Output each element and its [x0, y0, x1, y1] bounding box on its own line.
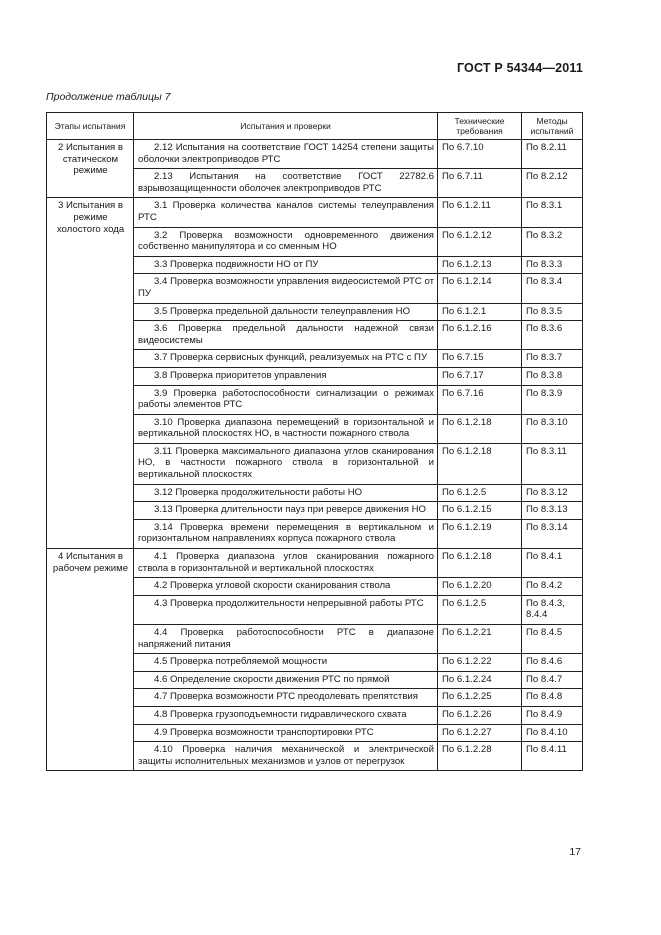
stage-cell: 3 Испытания в режиме холостого хода [47, 198, 134, 549]
method-cell: По 8.4.1 [522, 549, 583, 578]
table-row [47, 549, 583, 578]
table-caption: Продолжение таблицы 7 [46, 91, 171, 103]
method-cell: По 8.3.9 [522, 385, 583, 414]
test-table [46, 112, 583, 771]
column-header-stage: Этапы испытания [47, 113, 134, 140]
method-cell: По 8.3.3 [522, 256, 583, 274]
requirement-cell: По 6.7.11 [438, 169, 522, 198]
requirement-cell: По 6.1.2.18 [438, 414, 522, 443]
method-cell: По 8.2.11 [522, 140, 583, 169]
requirement-cell: По 6.7.16 [438, 385, 522, 414]
test-cell: 4.7 Проверка возможности РТС преодолевать препятствия [134, 689, 438, 707]
requirement-cell: По 6.1.2.27 [438, 724, 522, 742]
requirement-cell: По 6.1.2.5 [438, 484, 522, 502]
stage-cell: 2 Испытания в статическом режиме [47, 140, 134, 198]
test-cell: 4.1 Проверка диапазона углов сканирования пожарного ствола в горизонтальной и вертикальной плоскостях [134, 549, 438, 578]
method-cell: По 8.2.12 [522, 169, 583, 198]
method-cell: По 8.3.1 [522, 198, 583, 227]
method-cell: По 8.3.5 [522, 303, 583, 321]
table-row [47, 140, 583, 169]
method-cell: По 8.3.11 [522, 443, 583, 484]
test-cell: 3.13 Проверка длительности пауз при реверсе движения НО [134, 502, 438, 520]
page-number: 17 [569, 846, 581, 858]
requirement-cell: По 6.1.2.24 [438, 671, 522, 689]
method-cell: По 8.3.6 [522, 321, 583, 350]
method-cell: По 8.4.10 [522, 724, 583, 742]
requirement-cell: По 6.1.2.20 [438, 578, 522, 596]
method-cell: По 8.4.2 [522, 578, 583, 596]
method-cell: По 8.3.2 [522, 227, 583, 256]
test-cell: 3.2 Проверка возможности одновременного движения собственно манипулятора и со сменным НО [134, 227, 438, 256]
test-cell: 3.12 Проверка продолжительности работы НО [134, 484, 438, 502]
table-body [47, 140, 583, 771]
table-row [47, 198, 583, 227]
requirement-cell: По 6.1.2.1 [438, 303, 522, 321]
method-cell: По 8.3.12 [522, 484, 583, 502]
table-header-row [47, 113, 583, 140]
test-cell: 3.7 Проверка сервисных функций, реализуемых на РТС с ПУ [134, 350, 438, 368]
requirement-cell: По 6.1.2.21 [438, 625, 522, 654]
method-cell: По 8.3.13 [522, 502, 583, 520]
requirement-cell: По 6.1.2.15 [438, 502, 522, 520]
requirement-cell: По 6.1.2.14 [438, 274, 522, 303]
document-code: ГОСТ Р 54344—2011 [456, 61, 583, 75]
requirement-cell: По 6.1.2.28 [438, 742, 522, 771]
method-cell: По 8.3.7 [522, 350, 583, 368]
test-cell: 4.3 Проверка продолжительности непрерывной работы РТС [134, 595, 438, 624]
test-cell: 4.6 Определение скорости движения РТС по прямой [134, 671, 438, 689]
test-cell: 3.6 Проверка предельной дальности надежной связи видеосистемы [134, 321, 438, 350]
test-cell: 3.1 Проверка количества каналов системы телеуправления РТС [134, 198, 438, 227]
test-cell: 4.9 Проверка возможности транспортировки РТС [134, 724, 438, 742]
method-cell: По 8.4.3, 8.4.4 [522, 595, 583, 624]
test-cell: 3.5 Проверка предельной дальности телеуправления НО [134, 303, 438, 321]
column-header-requirements: Технические требования [438, 113, 522, 140]
method-cell: По 8.3.4 [522, 274, 583, 303]
method-cell: По 8.4.8 [522, 689, 583, 707]
method-cell: По 8.4.5 [522, 625, 583, 654]
test-cell: 2.13 Испытания на соответствие ГОСТ 22782.6 взрывозащищенности оболочек электроприводов РТС [134, 169, 438, 198]
requirement-cell: По 6.7.17 [438, 367, 522, 385]
requirement-cell: По 6.1.2.19 [438, 519, 522, 548]
requirement-cell: По 6.1.2.18 [438, 443, 522, 484]
requirement-cell: По 6.1.2.26 [438, 706, 522, 724]
method-cell: По 8.4.11 [522, 742, 583, 771]
test-cell: 4.4 Проверка работоспособности РТС в диапазоне напряжений питания [134, 625, 438, 654]
requirement-cell: По 6.1.2.25 [438, 689, 522, 707]
requirement-cell: По 6.1.2.18 [438, 549, 522, 578]
test-cell: 2.12 Испытания на соответствие ГОСТ 14254 степени защиты оболочки электроприводов РТС [134, 140, 438, 169]
requirement-cell: По 6.1.2.16 [438, 321, 522, 350]
requirement-cell: По 6.1.2.12 [438, 227, 522, 256]
test-cell: 3.10 Проверка диапазона перемещений в горизонтальной и вертикальной плоскостях НО, в частности пожарного ствола [134, 414, 438, 443]
requirement-cell: По 6.1.2.11 [438, 198, 522, 227]
requirement-cell: По 6.1.2.13 [438, 256, 522, 274]
test-cell: 3.8 Проверка приоритетов управления [134, 367, 438, 385]
column-header-tests: Испытания и проверки [134, 113, 438, 140]
stage-cell: 4 Испытания в рабочем режиме [47, 549, 134, 771]
test-cell: 3.4 Проверка возможности управления видеосистемой РТС от ПУ [134, 274, 438, 303]
test-cell: 4.10 Проверка наличия механической и электрической защиты исполнительных механизмов и узлов от перегрузок [134, 742, 438, 771]
test-cell: 3.9 Проверка работоспособности сигнализации о режимах работы элементов РТС [134, 385, 438, 414]
test-cell: 3.11 Проверка максимального диапазона углов сканирования НО, в частности пожарного ствола в горизонтальной и вертикальной плоскостях [134, 443, 438, 484]
requirement-cell: По 6.7.15 [438, 350, 522, 368]
method-cell: По 8.3.8 [522, 367, 583, 385]
method-cell: По 8.4.9 [522, 706, 583, 724]
method-cell: По 8.3.14 [522, 519, 583, 548]
method-cell: По 8.4.6 [522, 654, 583, 672]
test-cell: 4.2 Проверка угловой скорости сканирования ствола [134, 578, 438, 596]
column-header-methods: Методы испытаний [522, 113, 583, 140]
test-cell: 4.8 Проверка грузоподъемности гидравлического схвата [134, 706, 438, 724]
method-cell: По 8.3.10 [522, 414, 583, 443]
test-cell: 4.5 Проверка потребляемой мощности [134, 654, 438, 672]
test-cell: 3.3 Проверка подвижности НО от ПУ [134, 256, 438, 274]
method-cell: По 8.4.7 [522, 671, 583, 689]
test-cell: 3.14 Проверка времени перемещения в вертикальном и горизонтальном направлениях корпуса пожарного ствола [134, 519, 438, 548]
requirement-cell: По 6.1.2.5 [438, 595, 522, 624]
requirement-cell: По 6.1.2.22 [438, 654, 522, 672]
requirement-cell: По 6.7.10 [438, 140, 522, 169]
